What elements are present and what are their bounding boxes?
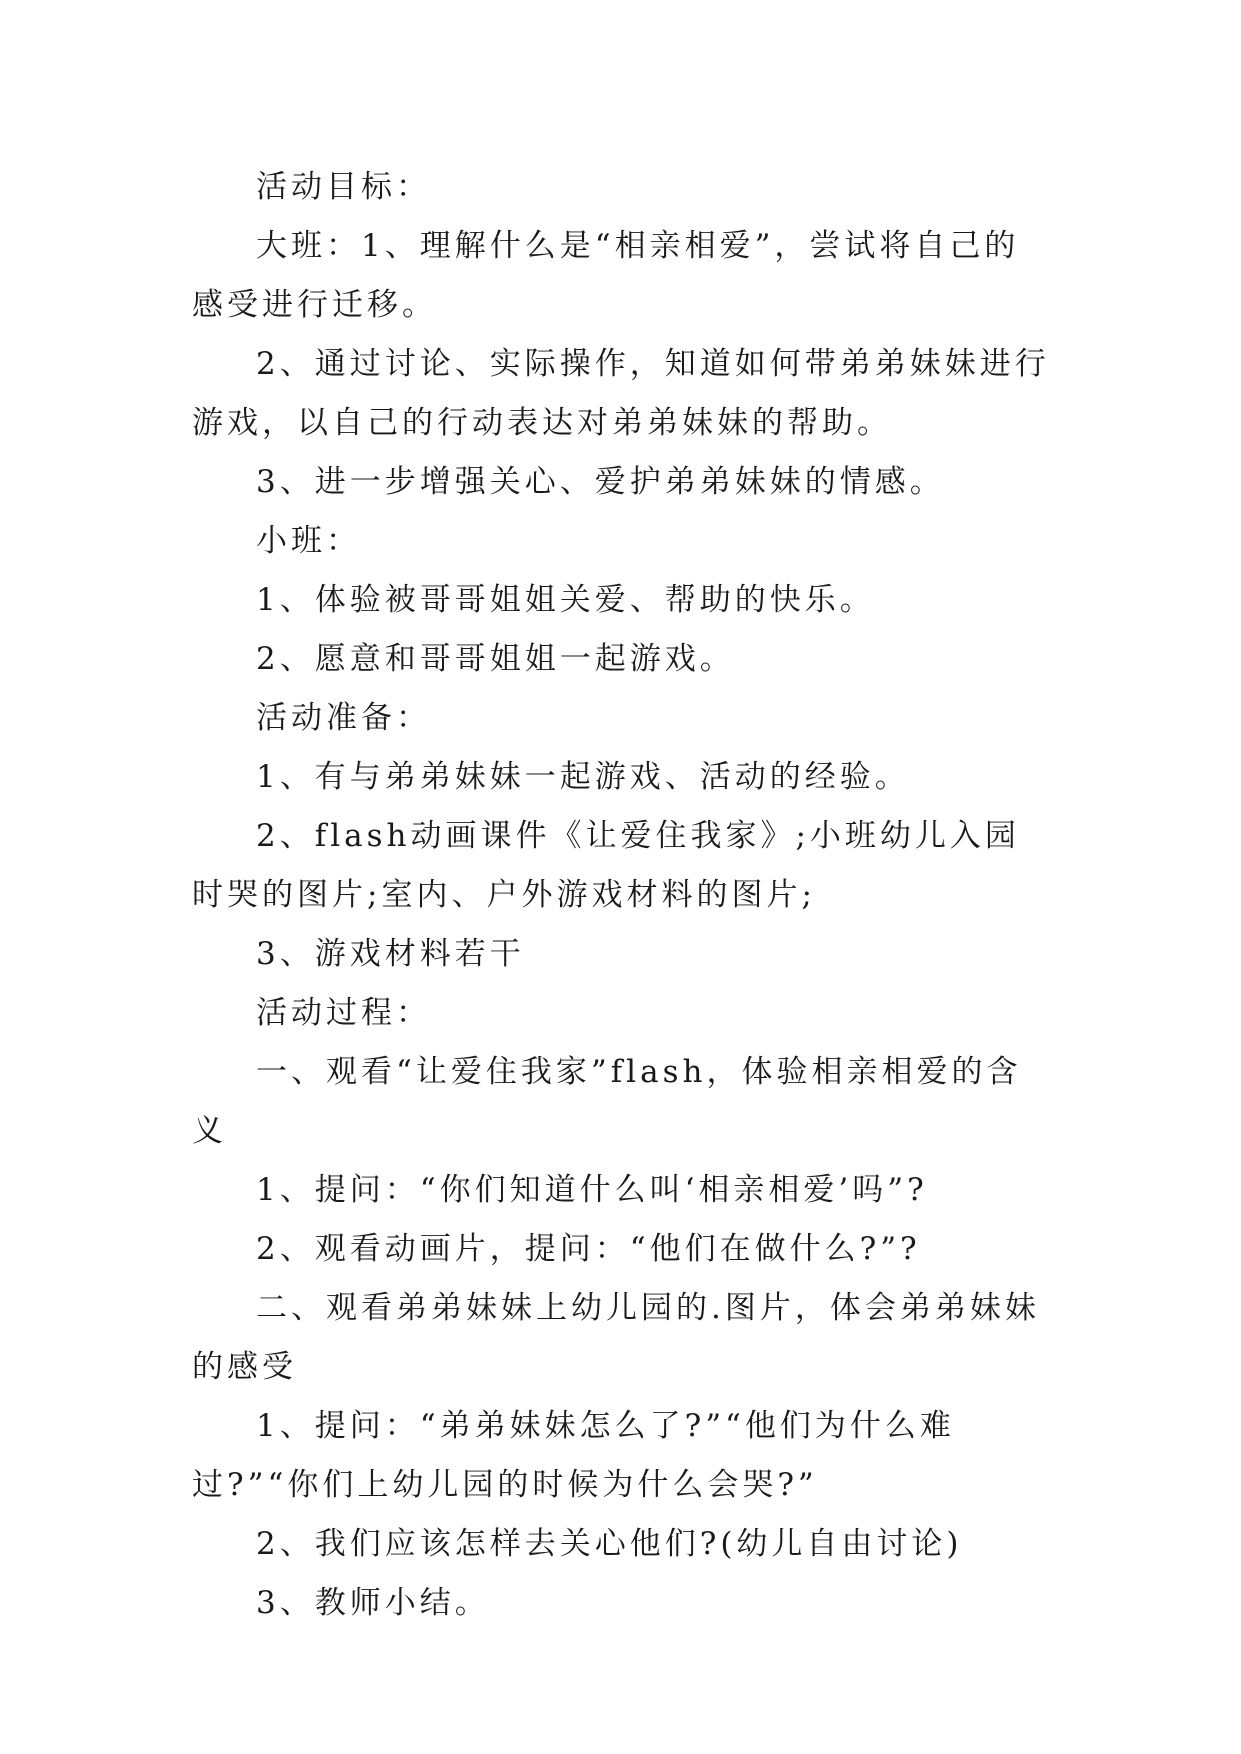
document-body — [192, 158, 1052, 1633]
section-heading-process: 活动过程： — [256, 995, 431, 1031]
process-step-1-item-2: 2、观看动画片，提问：“他们在做什么?”? — [256, 1231, 921, 1267]
process-step-2: 二、观看弟弟妹妹上幼儿园的.图片，体会弟弟妹妹的感受 — [192, 1290, 1040, 1385]
goal-senior-3: 3、进一步增强关心、爱护弟弟妹妹的情感。 — [256, 464, 945, 500]
goal-senior-2: 2、通过讨论、实际操作，知道如何带弟弟妹妹进行游戏，以自己的行动表达对弟弟妹妹的帮助。 — [192, 346, 1050, 441]
process-step-2-item-3: 3、教师小结。 — [256, 1585, 490, 1621]
subheading-junior: 小班： — [256, 523, 361, 559]
goal-senior-1: 大班：1、理解什么是“相亲相爱”，尝试将自己的感受进行迁移。 — [192, 228, 1020, 323]
preparation-item-3: 3、游戏材料若干 — [256, 936, 525, 972]
process-step-1: 一、观看“让爱住我家”flash，体验相亲相爱的含义 — [192, 1054, 1022, 1149]
goal-junior-1: 1、体验被哥哥姐姐关爱、帮助的快乐。 — [256, 582, 875, 618]
preparation-item-1: 1、有与弟弟妹妹一起游戏、活动的经验。 — [256, 759, 910, 795]
process-step-2-item-2: 2、我们应该怎样去关心他们?(幼儿自由讨论) — [256, 1526, 963, 1562]
process-step-2-item-1: 1、提问：“弟弟妹妹怎么了?”“他们为什么难过?”“你们上幼儿园的时候为什么会哭?” — [192, 1408, 955, 1503]
preparation-item-2: 2、flash动画课件《让爱住我家》;小班幼儿入园时哭的图片;室内、户外游戏材料的图片; — [192, 818, 1020, 913]
section-heading-preparation: 活动准备： — [256, 700, 431, 736]
goal-junior-2: 2、愿意和哥哥姐姐一起游戏。 — [256, 641, 735, 677]
process-step-1-item-1: 1、提问：“你们知道什么叫‘相亲相爱’吗”? — [256, 1172, 928, 1208]
section-heading-goals: 活动目标： — [256, 169, 431, 205]
